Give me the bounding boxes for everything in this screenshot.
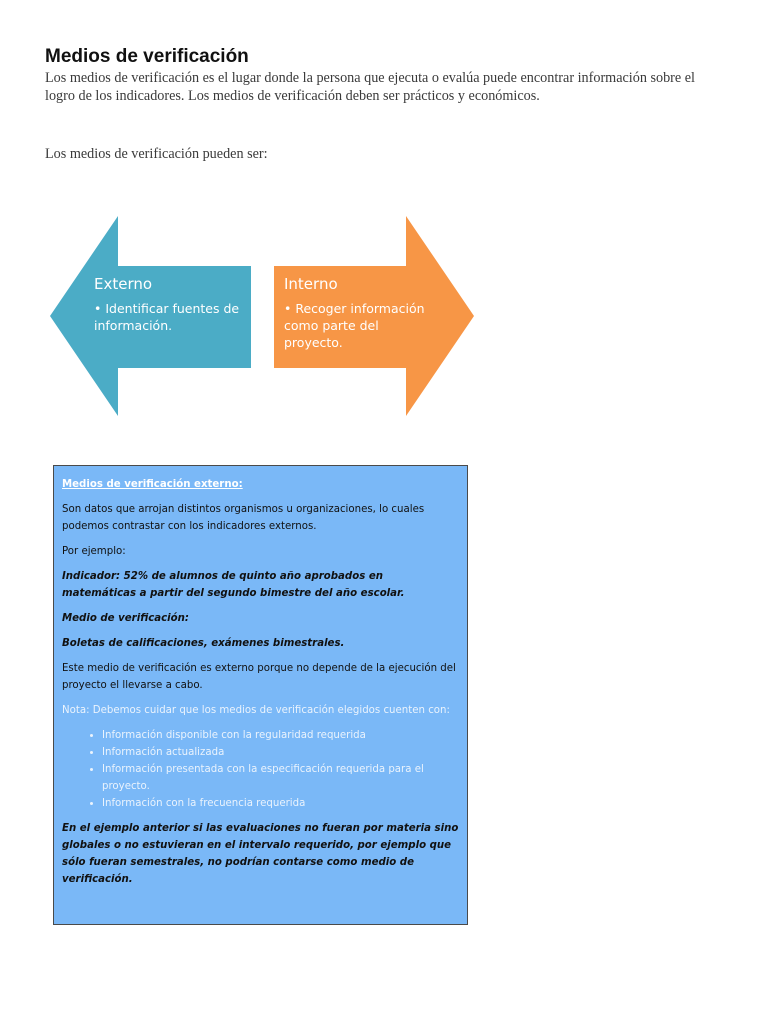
interno-arrow	[284, 275, 429, 351]
lead-paragraph: Los medios de verificación pueden ser:	[45, 146, 268, 162]
list-item: • Información disponible con la regularidad requerida	[102, 727, 459, 744]
box-medio-value: Boletas de calificaciones, exámenes bimestrales.	[62, 638, 345, 649]
box-example-label: Por ejemplo:	[62, 546, 126, 557]
page-title: Medios de verificación	[45, 46, 249, 67]
box-medio-label: Medio de verificación:	[62, 613, 189, 624]
list-item: • Información actualizada	[102, 744, 459, 761]
box-requirements-list	[62, 727, 459, 812]
box-heading: Medios de verificación externo:	[62, 479, 243, 490]
intro-paragraph: Los medios de verificación es el lugar donde la persona que ejecuta o evalúa puede encontrar información sobre el logro de los indicadores. Los medios de verificación deben ser prácticos y económicos.	[45, 70, 695, 104]
externo-bullet: • Identificar fuentes de información.	[94, 301, 240, 333]
verification-box	[53, 465, 468, 925]
box-indicator: Indicador: 52% de alumnos de quinto año aprobados en matemáticas a partir del segundo bimestre del año escolar.	[62, 571, 405, 599]
box-explanation: Este medio de verificación es externo porque no depende de la ejecución del proyecto el llevarse a cabo.	[62, 663, 456, 691]
externo-title: Externo	[94, 275, 153, 293]
externo-arrow	[94, 275, 244, 334]
list-item: • Información presentada con la especificación requerida para el proyecto.	[102, 761, 459, 795]
interno-bullet: • Recoger información como parte del proyecto.	[284, 301, 425, 350]
box-note: Nota: Debemos cuidar que los medios de verificación elegidos cuenten con:	[62, 705, 450, 716]
arrows-diagram	[0, 0, 768, 440]
list-item: • Información con la frecuencia requerida	[102, 795, 459, 812]
box-definition: Son datos que arrojan distintos organismos u organizaciones, lo cuales podemos contrastar con los indicadores externos.	[62, 504, 425, 532]
box-conclusion: En el ejemplo anterior si las evaluaciones no fueran por materia sino globales o no estuvieran en el intervalo requerido, por ejemplo que sólo fueran semestrales, no podrían contarse como medio de verificación.	[62, 823, 459, 885]
interno-title: Interno	[284, 275, 338, 293]
